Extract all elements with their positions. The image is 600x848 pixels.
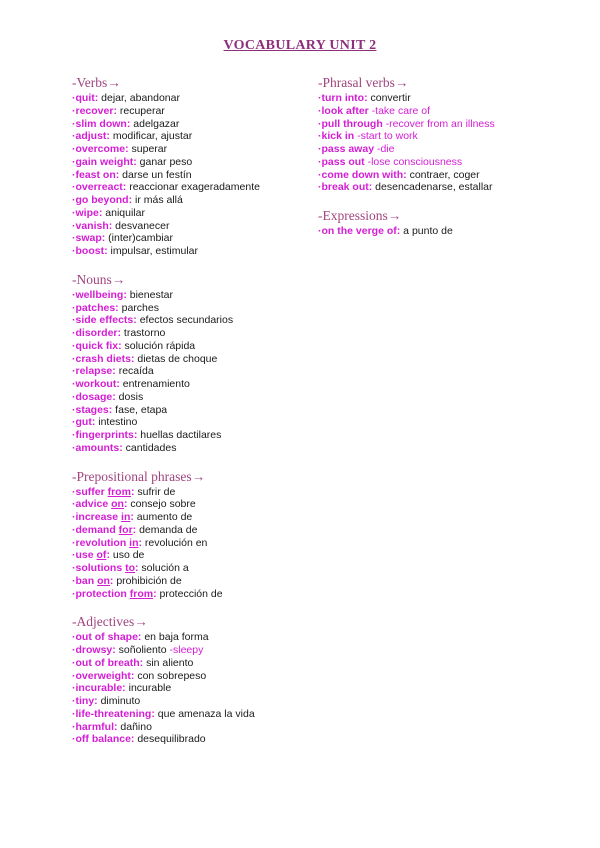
vocab-definition: dosis <box>115 390 144 403</box>
vocab-definition: aniquilar <box>102 206 145 219</box>
preposition: in <box>129 536 139 549</box>
vocab-term: ·recover: <box>72 104 117 117</box>
vocab-entry <box>72 169 312 182</box>
vocab-entry <box>318 181 558 194</box>
vocab-definition: ganar peso <box>136 155 193 168</box>
vocab-definition: sufrir de <box>134 485 176 498</box>
vocab-term <box>72 486 134 498</box>
vocab-entry <box>318 156 558 169</box>
term-text: ·ban <box>72 574 98 587</box>
vocab-entry <box>72 524 312 537</box>
vocab-definition: efectos secundarios <box>136 314 234 327</box>
vocab-term <box>72 549 110 561</box>
vocab-entry <box>72 537 312 550</box>
vocab-definition: que amenaza la vida <box>154 707 255 720</box>
vocab-definition: fase, etapa <box>112 403 168 416</box>
preposition: to <box>125 562 136 574</box>
vocab-entry <box>318 143 558 156</box>
term-colon: : <box>132 523 137 536</box>
preposition: on <box>111 498 124 511</box>
vocab-definition: a punto de <box>400 225 453 237</box>
vocab-term <box>72 537 142 549</box>
vocab-term: ·quick fix: <box>72 339 122 352</box>
vocab-entry <box>72 404 312 417</box>
vocab-entry <box>72 181 312 194</box>
vocab-definition: -start to work <box>354 130 418 143</box>
term-colon: : <box>109 574 114 587</box>
vocab-entry <box>72 314 312 327</box>
vocab-term: ·pass out <box>318 155 365 168</box>
preposition: of <box>96 549 107 562</box>
vocab-entry <box>72 302 312 315</box>
vocab-term: ·tiny: <box>72 695 98 707</box>
vocab-entry <box>72 695 312 708</box>
vocab-term: ·incurable: <box>72 682 126 695</box>
vocab-entry <box>72 575 312 588</box>
term-colon: : <box>153 587 157 600</box>
vocab-entry <box>72 156 312 169</box>
vocab-definition: -lose consciousness <box>364 155 463 168</box>
vocab-entry <box>72 391 312 404</box>
vocab-definition: parches <box>118 301 159 314</box>
vocab-entry <box>72 670 312 683</box>
section-heading: -Expressions→ <box>318 208 402 223</box>
vocab-term: ·wellbeing: <box>72 288 127 301</box>
vocab-entry <box>318 92 558 105</box>
term-colon: : <box>130 511 134 523</box>
section-heading: -Prepositional phrases→ <box>72 468 206 484</box>
vocab-definition: ir más allá <box>132 194 183 206</box>
vocab-definition: soñoliento <box>115 644 170 656</box>
vocab-term: ·quit: <box>72 92 99 104</box>
vocab-definition: desvanecer <box>112 219 170 232</box>
term-text: ·use <box>72 549 97 562</box>
term-text: ·demand <box>72 523 119 536</box>
vocab-term: ·slim down: <box>72 117 131 130</box>
vocab-definition: prohibición de <box>113 574 182 587</box>
vocab-definition: solución rápida <box>121 339 196 352</box>
vocab-entry <box>72 92 312 105</box>
vocab-definition: aumento de <box>133 511 193 523</box>
vocab-entry <box>72 289 312 302</box>
vocab-term <box>72 588 157 600</box>
vocab-term: ·overcome: <box>72 143 129 155</box>
vocab-definition: impulsar, estimular <box>107 245 199 257</box>
vocab-term: ·patches: <box>72 301 119 314</box>
vocab-definition: consejo sobre <box>127 498 196 511</box>
vocab-definition: sin aliento <box>143 656 194 669</box>
vocab-entry <box>318 225 558 238</box>
vocab-entry <box>318 105 558 118</box>
vocab-entry <box>72 644 312 657</box>
vocab-entry <box>72 721 312 734</box>
vocab-entry <box>72 562 312 575</box>
vocab-definition: huellas dactilares <box>137 429 222 441</box>
vocab-definition: recuperar <box>116 104 165 117</box>
section-heading: -Nouns→ <box>72 271 126 287</box>
vocab-term: ·side effects: <box>72 314 137 327</box>
vocab-definition: adelgazar <box>130 117 180 130</box>
vocab-term <box>72 562 139 574</box>
vocab-term: ·amounts: <box>72 441 123 454</box>
preposition: for <box>118 523 133 536</box>
vocab-entry <box>72 143 312 156</box>
term-text: ·protection <box>72 587 130 600</box>
vocab-entry <box>72 498 312 511</box>
vocab-entry <box>72 245 312 258</box>
vocab-term: ·wipe: <box>72 206 103 219</box>
vocab-term: ·drowsy: <box>72 644 116 656</box>
vocab-term: ·workout: <box>72 378 120 390</box>
vocab-section <box>72 468 312 601</box>
vocab-term: ·kick in <box>318 130 355 143</box>
vocab-definition: -take care of <box>368 104 431 117</box>
vocab-definition: trastorno <box>121 327 166 339</box>
vocab-definition: bienestar <box>126 288 173 301</box>
vocab-term: ·stages: <box>72 403 113 416</box>
vocab-entry <box>72 486 312 499</box>
page-title: VOCABULARY UNIT 2 <box>223 38 377 53</box>
vocab-term: ·go beyond: <box>72 194 133 206</box>
vocab-term: ·feast on: <box>72 168 120 181</box>
vocab-term: ·on the verge of: <box>318 225 401 237</box>
vocab-synonym: -sleepy <box>169 644 204 656</box>
vocab-term: ·pass away <box>318 143 375 155</box>
vocab-entry <box>72 429 312 442</box>
vocab-term: ·dosage: <box>72 390 116 403</box>
vocab-entry <box>72 353 312 366</box>
vocab-term: ·disorder: <box>72 327 122 339</box>
vocab-term: ·crash diets: <box>72 352 135 365</box>
preposition: from <box>107 485 131 498</box>
vocab-term <box>72 575 113 587</box>
vocab-entry <box>318 130 558 143</box>
vocab-term: ·pull through <box>318 117 383 130</box>
vocab-definition: intestino <box>95 416 138 429</box>
vocab-definition: dejar, abandonar <box>98 92 180 104</box>
vocab-term: ·out of shape: <box>72 631 142 644</box>
vocab-entry <box>72 631 312 644</box>
term-text: ·revolution <box>72 536 130 549</box>
vocab-entry <box>72 340 312 353</box>
vocab-definition: revolución en <box>142 536 208 549</box>
vocab-term: ·off balance: <box>72 733 135 746</box>
vocab-definition: diminuto <box>97 695 141 707</box>
term-colon: : <box>123 498 128 511</box>
preposition: in <box>121 511 131 523</box>
vocab-term: ·vanish: <box>72 219 113 232</box>
term-colon: : <box>135 562 139 574</box>
vocab-definition: modificar, ajustar <box>109 130 193 143</box>
vocab-section <box>318 74 558 194</box>
vocab-entry <box>72 657 312 670</box>
vocab-section <box>72 74 312 258</box>
vocab-term: ·come down with: <box>318 168 407 181</box>
vocab-definition: solución a <box>138 562 189 574</box>
vocab-entry <box>72 733 312 746</box>
vocab-term: ·boost: <box>72 245 108 257</box>
vocab-definition: cantidades <box>122 441 177 454</box>
vocab-term <box>72 511 134 523</box>
vocab-section <box>318 207 558 238</box>
vocab-definition: incurable <box>125 682 172 695</box>
vocab-definition: (inter)cambiar <box>105 232 173 245</box>
vocab-entry <box>72 105 312 118</box>
vocab-term: ·gain weight: <box>72 155 137 168</box>
preposition: from <box>129 587 154 600</box>
vocab-term: ·relapse: <box>72 365 116 378</box>
vocab-term: ·adjust: <box>72 130 110 143</box>
vocab-term: ·harmful: <box>72 720 118 733</box>
vocab-entry <box>72 207 312 220</box>
vocab-entry <box>72 194 312 207</box>
vocab-entry <box>72 220 312 233</box>
vocab-term: ·swap: <box>72 232 106 245</box>
vocab-entry <box>72 708 312 721</box>
term-text: ·increase <box>72 511 122 523</box>
vocab-entry <box>72 588 312 601</box>
vocab-entry <box>72 130 312 143</box>
vocab-definition: demanda de <box>136 523 198 536</box>
vocab-term: ·gut: <box>72 416 96 429</box>
term-colon: : <box>130 485 135 498</box>
term-text: ·advice <box>72 498 112 511</box>
vocab-definition: desequilibrado <box>134 733 206 746</box>
vocab-entry <box>72 378 312 391</box>
vocab-entry <box>72 365 312 378</box>
vocab-definition: superar <box>128 143 168 155</box>
vocab-entry <box>72 549 312 562</box>
term-colon: : <box>106 549 110 562</box>
vocab-section <box>72 271 312 455</box>
vocab-definition: -die <box>374 143 395 155</box>
right-column <box>318 74 558 251</box>
vocab-definition: entrenamiento <box>119 378 190 390</box>
vocab-definition: convertir <box>367 92 411 104</box>
left-column <box>72 74 312 759</box>
vocab-entry <box>72 442 312 455</box>
vocab-entry <box>72 118 312 131</box>
vocab-section <box>72 613 312 746</box>
vocab-definition: contraer, coger <box>406 168 480 181</box>
vocab-term: ·break out: <box>318 181 373 194</box>
vocab-term <box>72 524 136 536</box>
vocab-entry <box>72 327 312 340</box>
vocab-term: ·turn into: <box>318 92 368 104</box>
section-heading: -Adjectives→ <box>72 614 148 630</box>
vocab-term: ·life-threatening: <box>72 707 155 720</box>
section-heading: -Verbs→ <box>72 75 121 90</box>
vocab-definition: reaccionar exageradamente <box>126 181 260 194</box>
vocab-definition: con sobrepeso <box>134 669 207 682</box>
vocab-definition: en baja forma <box>141 631 209 644</box>
vocab-term <box>72 498 127 510</box>
vocab-definition: protección de <box>156 587 223 600</box>
vocab-term: ·look after <box>318 104 369 117</box>
vocab-definition: dietas de choque <box>134 352 218 365</box>
vocab-entry <box>318 118 558 131</box>
vocab-definition: desencadenarse, estallar <box>372 181 493 194</box>
vocab-entry <box>72 682 312 695</box>
vocab-entry <box>318 169 558 182</box>
vocab-entry <box>72 232 312 245</box>
vocab-definition: darse un festín <box>119 168 192 181</box>
vocab-term: ·out of breath: <box>72 656 144 669</box>
preposition: on <box>97 574 110 587</box>
vocab-definition: recaída <box>115 365 154 378</box>
vocab-term: ·overreact: <box>72 181 127 194</box>
term-text: ·suffer <box>72 485 108 498</box>
term-text: ·solutions <box>72 562 126 574</box>
vocab-entry <box>72 511 312 524</box>
term-colon: : <box>138 536 143 549</box>
vocab-definition: uso de <box>109 549 145 562</box>
vocab-term: ·fingerprints: <box>72 429 138 441</box>
vocab-definition: dañino <box>117 720 152 733</box>
vocab-entry <box>72 416 312 429</box>
section-heading: -Phrasal verbs→ <box>318 75 409 90</box>
vocab-term: ·overweight: <box>72 669 135 682</box>
vocab-definition: -recover from an illness <box>382 117 495 130</box>
